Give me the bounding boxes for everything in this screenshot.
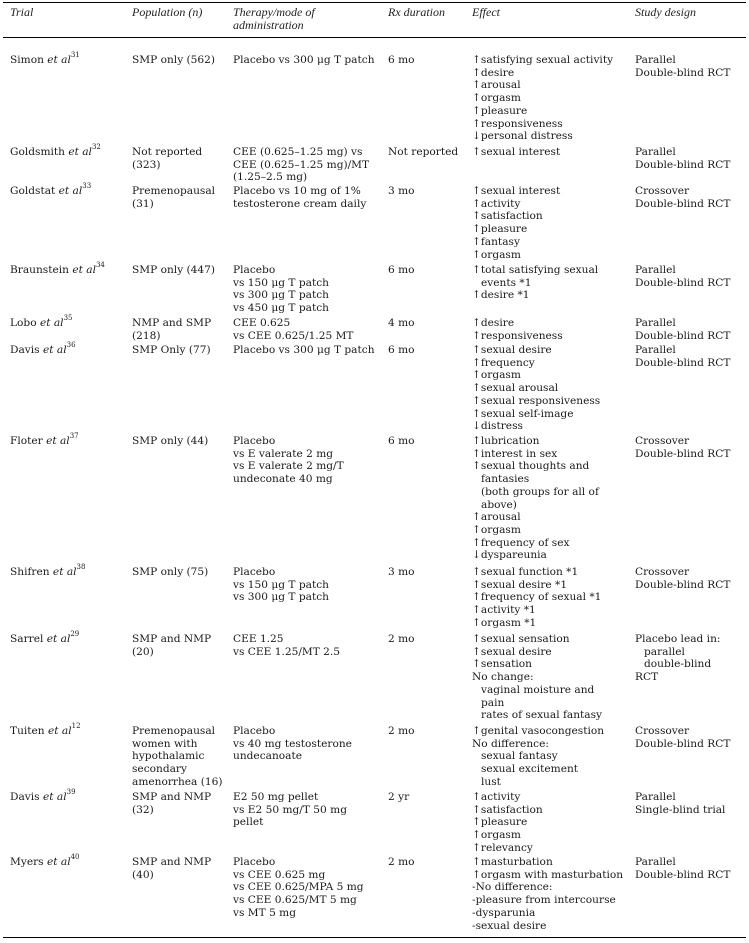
effect-cell: ↑activity ↑satisfaction ↑pleasure ↑orgasm ↑relevancy [472, 791, 543, 854]
effect-cell: ↑genital vasocongestion No difference: sexual fantasy sexual excitement lust [472, 725, 605, 788]
column-header-effect: Effect [472, 5, 500, 19]
design-cell: Parallel Double-blind RCT [635, 856, 731, 881]
therapy-cell: Placebo vs 150 μg T patch vs 300 μg T patch [233, 566, 329, 604]
trial-cell: Tuiten et $al^{12}$ [10, 722, 81, 737]
trial-cell: Braunstein et $al^{34}$ [10, 261, 105, 276]
therapy-cell: CEE 1.25 vs CEE 1.25/MT 2.5 [233, 633, 341, 658]
population-cell: Not reported (323) [132, 146, 203, 171]
therapy-cell: Placebo vs 40 mg testosterone undecanoate [233, 725, 352, 763]
trial-cell: Davis et $al^{39}$ [10, 788, 76, 803]
therapy-cell: Placebo vs 150 μg T patch vs 300 μg T patch vs 450 μg T patch [233, 264, 329, 315]
population-cell: SMP and NMP (20) [132, 633, 212, 658]
therapy-cell: CEE 0.625 vs CEE 0.625/1.25 MT [233, 317, 354, 342]
trial-cell: Shifren et $al^{38}$ [10, 563, 86, 578]
population-cell: SMP Only (77) [132, 344, 211, 356]
design-cell: Parallel Double-blind RCT [635, 264, 731, 289]
trial-cell: Sarrel et $al^{29}$ [10, 630, 80, 645]
duration-cell: 3 mo [388, 185, 415, 197]
duration-cell: 2 mo [388, 856, 415, 868]
therapy-cell: Placebo vs CEE 0.625 mg vs CEE 0.625/MPA 5 mg vs CEE 0.625/MT 5 mg vs MT 5 mg [233, 856, 364, 919]
effect-cell: ↑satisfying sexual activity ↑desire ↑arousal ↑orgasm ↑pleasure ↑responsiveness ↓personal distress [472, 54, 614, 143]
duration-cell: 6 mo [388, 344, 415, 356]
design-cell: Parallel Single-blind trial [635, 791, 726, 816]
duration-cell: 3 mo [388, 566, 415, 578]
duration-cell: 2 yr [388, 791, 410, 803]
duration-cell: 6 mo [388, 54, 415, 66]
therapy-cell: Placebo vs E valerate 2 mg vs E valerate 2 mg/T undeconate 40 mg [233, 435, 344, 486]
effect-cell: ↑total satisfying sexual events *1 ↑desire *1 [472, 264, 599, 302]
table-header [0, 0, 749, 36]
population-cell: SMP only (44) [132, 435, 209, 447]
design-cell: Crossover Double-blind RCT [635, 566, 731, 591]
trial-cell: Myers et $al^{40}$ [10, 853, 80, 868]
trial-cell: Simon et $al^{31}$ [10, 51, 80, 66]
therapy-cell: E2 50 mg pellet vs E2 50 mg/T 50 mg pellet [233, 791, 347, 829]
effect-cell: ↑lubrication ↑interest in sex ↑sexual thoughts and fantasies (both groups for all of above) ↑arousal ↑orgasm ↑frequency of sex ↓dyspareunia [472, 435, 599, 562]
trial-cell: Davis et $al^{36}$ [10, 341, 76, 356]
trial-cell: Goldsmith et $al^{32}$ [10, 143, 101, 158]
population-cell: SMP only (447) [132, 264, 216, 276]
duration-cell: 2 mo [388, 725, 415, 737]
column-header-population: Population (n) [132, 5, 203, 19]
header-rule [3, 37, 746, 38]
effect-cell: ↑masturbation ↑orgasm with masturbation -No difference: -pleasure from intercourse -dysparunia -sexual desire [472, 856, 624, 932]
trial-cell: Floter et $al^{37}$ [10, 432, 79, 447]
column-header-trial: Trial [10, 5, 34, 19]
column-header-duration: Rx duration [388, 5, 445, 19]
trial-cell: Lobo et $al^{35}$ [10, 314, 73, 329]
effect-cell: ↑sexual desire ↑frequency ↑orgasm ↑sexual arousal ↑sexual responsiveness ↑sexual self-image ↓distress [472, 344, 601, 433]
effect-cell: ↑sexual interest ↑activity ↑satisfaction ↑pleasure ↑fantasy ↑orgasm [472, 185, 561, 261]
trial-cell: Goldstat et $al^{33}$ [10, 182, 92, 197]
effect-cell: ↑sexual function *1 ↑sexual desire *1 ↑frequency of sexual *1 ↑activity *1 ↑orgasm *1 [472, 566, 602, 629]
duration-cell: Not reported [388, 146, 459, 158]
design-cell: Parallel Double-blind RCT [635, 344, 731, 369]
design-cell: Parallel Double-blind RCT [635, 54, 731, 79]
therapy-cell: Placebo vs 300 μg T patch [233, 54, 375, 66]
duration-cell: 6 mo [388, 435, 415, 447]
duration-cell: 2 mo [388, 633, 415, 645]
therapy-cell: CEE (0.625–1.25 mg) vs CEE (0.625–1.25 mg)/MT (1.25–2.5 mg) [233, 146, 370, 184]
duration-cell: 4 mo [388, 317, 415, 329]
design-cell: Crossover Double-blind RCT [635, 725, 731, 750]
population-cell: SMP only (562) [132, 54, 216, 66]
therapy-cell: Placebo vs 300 μg T patch [233, 344, 375, 356]
design-cell: Placebo lead in: parallel double-blind RCT [635, 633, 721, 684]
effect-cell: ↑sexual sensation ↑sexual desire ↑sensation No change: vaginal moisture and pain rates of sexual fantasy [472, 633, 603, 722]
population-cell: NMP and SMP (218) [132, 317, 212, 342]
column-header-therapy: Therapy/mode of administration [233, 5, 315, 32]
design-cell: Parallel Double-blind RCT [635, 317, 731, 342]
bottom-rule [3, 937, 746, 938]
population-cell: Premenopausal women with hypothalamic secondary amenorrhea (16) [132, 725, 223, 788]
design-cell: Crossover Double-blind RCT [635, 185, 731, 210]
effect-cell: ↑sexual interest [472, 146, 561, 158]
effect-cell: ↑desire ↑responsiveness [472, 317, 563, 342]
population-cell: SMP only (75) [132, 566, 209, 578]
design-cell: Crossover Double-blind RCT [635, 435, 731, 460]
therapy-cell: Placebo vs 10 mg of 1% testosterone cream daily [233, 185, 367, 210]
population-cell: SMP and NMP (40) [132, 856, 212, 881]
column-header-design: Study design [635, 5, 696, 19]
population-cell: Premenopausal (31) [132, 185, 216, 210]
design-cell: Parallel Double-blind RCT [635, 146, 731, 171]
duration-cell: 6 mo [388, 264, 415, 276]
population-cell: SMP and NMP (32) [132, 791, 212, 816]
